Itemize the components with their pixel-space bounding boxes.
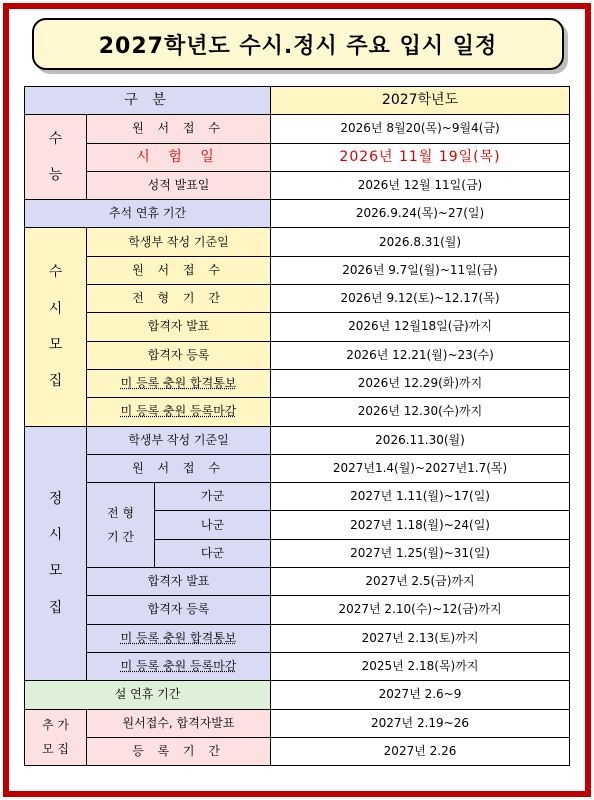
row-label: 원 서 접 수 (87, 115, 271, 143)
table-row (25, 454, 570, 482)
row-value: 2026년 12.30(수)까지 (271, 398, 570, 426)
row-label-chuseok: 추석 연휴 기간 (25, 200, 271, 228)
row-label: 학생부 작성 기준일 (87, 426, 271, 454)
table-row (25, 596, 570, 624)
section-label-additional: 추 가 모 집 (25, 709, 87, 766)
table-row (25, 369, 570, 397)
row-value: 2026년 12월 11일(금) (271, 171, 570, 199)
group-label: 다군 (155, 539, 271, 567)
row-value: 2026년 9.7일(월)~11일(금) (271, 256, 570, 284)
row-value: 2025년 2.18(목)까지 (271, 652, 570, 680)
table-header-row (25, 87, 570, 115)
row-value: 2026년 12.29(화)까지 (271, 369, 570, 397)
row-label: 합격자 등록 (87, 341, 271, 369)
row-label: 합격자 발표 (87, 313, 271, 341)
row-label-screening-period: 전 형 기 간 (87, 483, 155, 568)
row-value: 2027년 2.10(수)~12(금)까지 (271, 596, 570, 624)
table-row (25, 285, 570, 313)
row-value: 2026.11.30(월) (271, 426, 570, 454)
row-label: 원 서 접 수 (87, 454, 271, 482)
row-label: 원 서 접 수 (87, 256, 271, 284)
row-label: 원서접수, 합격자발표 (87, 709, 271, 737)
row-value: 2026년 12월18일(금)까지 (271, 313, 570, 341)
row-label: 등 록 기 간 (87, 737, 271, 765)
section-label-suneung: 수 능 (25, 115, 87, 200)
table-row (25, 737, 570, 765)
table-row (25, 115, 570, 143)
row-value: 2027년 1.25(월)~31(일) (271, 539, 570, 567)
row-value: 2026년 9.12(토)~12.17(목) (271, 285, 570, 313)
row-value: 2027년 2.13(토)까지 (271, 624, 570, 652)
table-row (25, 171, 570, 199)
table-row (25, 398, 570, 426)
section-label-jeongsi: 정 시 모 집 (25, 426, 87, 681)
row-value: 2027년 2.6~9 (271, 681, 570, 709)
row-value-exam-date: 2026년 11월 19일(목) (271, 143, 570, 171)
row-label: 합격자 등록 (87, 596, 271, 624)
table-row (25, 426, 570, 454)
table-row (25, 313, 570, 341)
header-category: 구 분 (25, 87, 271, 115)
row-value: 2027년 2.19~26 (271, 709, 570, 737)
section-label-susi: 수 시 모 집 (25, 228, 87, 426)
row-label: 미 등록 충원 합격통보 (87, 624, 271, 652)
table-row (25, 624, 570, 652)
row-value: 2027년 2.26 (271, 737, 570, 765)
row-value: 2026.9.24(목)~27(일) (271, 200, 570, 228)
table-row (25, 200, 570, 228)
table-row (25, 681, 570, 709)
group-label: 나군 (155, 511, 271, 539)
row-label: 미 등록 충원 등록마감 (87, 652, 271, 680)
row-value: 2026년 8월20(목)~9월4(금) (271, 115, 570, 143)
row-label: 학생부 작성 기준일 (87, 228, 271, 256)
row-value: 2026년 12.21(월)~23(수) (271, 341, 570, 369)
row-label: 미 등록 충원 합격통보 (87, 369, 271, 397)
table-row (25, 228, 570, 256)
row-value: 2027년 1.18(월)~24(일) (271, 511, 570, 539)
table-row (25, 483, 570, 511)
row-value: 2027년1.4(월)~2027년1.7(목) (271, 454, 570, 482)
group-label: 가군 (155, 483, 271, 511)
page-title: 2027학년도 수시.정시 주요 입시 일정 (32, 18, 564, 70)
row-label: 미 등록 충원 등록마감 (87, 398, 271, 426)
row-label: 성적 발표일 (87, 171, 271, 199)
table-row (25, 256, 570, 284)
table-row (25, 568, 570, 596)
table-row (25, 652, 570, 680)
row-label: 합격자 발표 (87, 568, 271, 596)
row-value: 2026.8.31(월) (271, 228, 570, 256)
table-row (25, 709, 570, 737)
schedule-table (24, 86, 570, 766)
row-label-seollal: 설 연휴 기간 (25, 681, 271, 709)
row-value: 2027년 1.11(월)~17(일) (271, 483, 570, 511)
table-row (25, 341, 570, 369)
row-label-exam-date: 시 험 일 (87, 143, 271, 171)
row-label: 전 형 기 간 (87, 285, 271, 313)
header-year: 2027학년도 (271, 87, 570, 115)
table-row (25, 143, 570, 171)
row-value: 2027년 2.5(금)까지 (271, 568, 570, 596)
